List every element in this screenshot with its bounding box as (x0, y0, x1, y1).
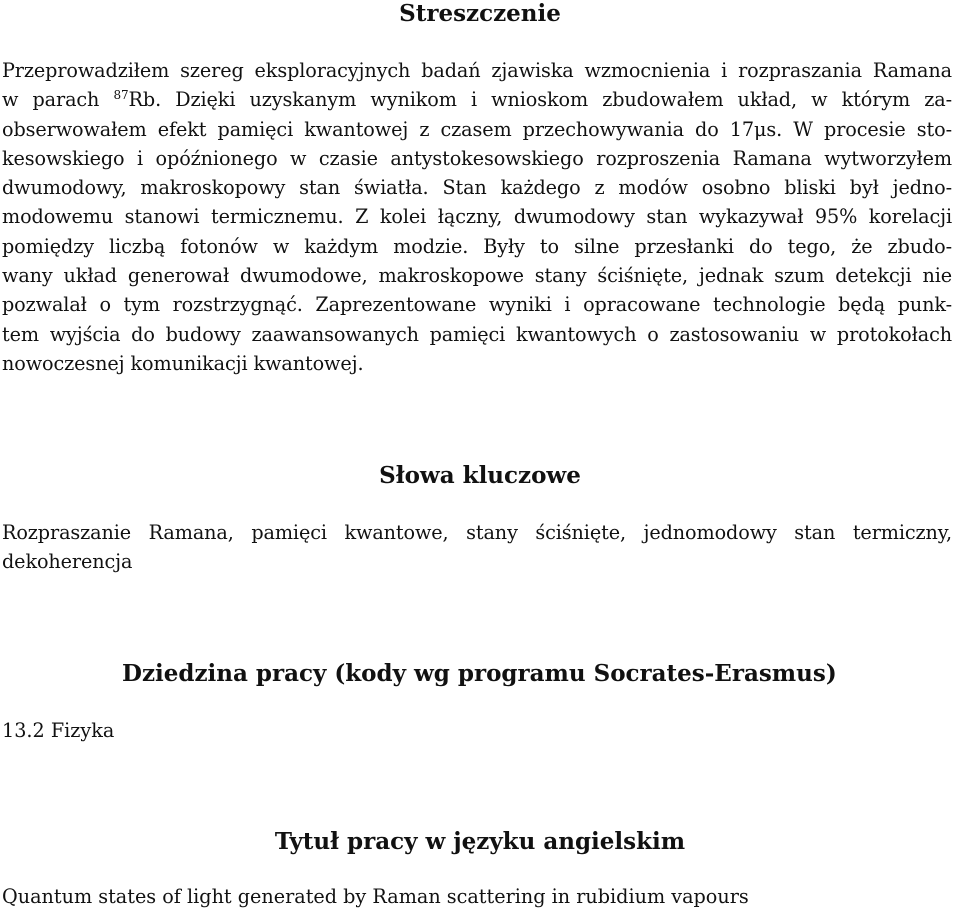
keywords-line: dekoherencja (2, 550, 133, 574)
abstract-line-start: w parach (2, 88, 114, 112)
abstract-line: obserwowałem efekt pamięci kwantowej z czasem przechowywania do 17μs. W procesie sto- (2, 117, 952, 141)
abstract-line (2, 85, 952, 114)
keywords-heading: Słowa kluczowe (379, 462, 581, 489)
keywords-paragraph (2, 518, 952, 577)
abstract-line: tem wyjścia do budowy zaawansowanych pamięci kwantowych o zastosowaniu w protokołach (2, 322, 952, 346)
field-heading: Dziedzina pracy (kody wg programu Socrates-Erasmus) (122, 660, 837, 687)
abstract-paragraph (2, 56, 952, 378)
isotope-superscript: 87 (113, 88, 129, 103)
abstract-heading: Streszczenie (399, 0, 561, 27)
abstract-line: Przeprowadziłem szereg eksploracyjnych badań zjawiska wzmocnienia i rozpraszania Ramana (2, 59, 952, 82)
field-value: 13.2 Fizyka (2, 719, 115, 742)
abstract-line: kesowskiego i opóźnionego w czasie antystokesowskiego rozproszenia Ramana wytworzyłem (2, 146, 952, 170)
keywords-line: Rozpraszanie Ramana, pamięci kwantowe, stany ściśnięte, jednomodowy stan termiczny, (2, 521, 952, 544)
abstract-line-rest: Rb. Dzięki uzyskanym wynikom i wnioskom zbudowałem układ, w którym za- (128, 88, 952, 112)
abstract-line: modowemu stanowi termicznemu. Z kolei łączny, dwumodowy stan wykazywał 95% korelacji (2, 205, 952, 229)
english-title-value: Quantum states of light generated by Raman scattering in rubidium vapours (2, 885, 749, 908)
abstract-line: dwumodowy, makroskopowy stan światła. Stan każdego z modów osobno bliski był jedno- (2, 176, 952, 200)
abstract-line: pozwalał o tym rozstrzygnąć. Zaprezentowane wyniki i opracowane technologie będą punk- (2, 293, 952, 317)
english-title-heading: Tytuł pracy w języku angielskim (274, 828, 686, 855)
abstract-line: wany układ generował dwumodowe, makroskopowe stany ściśnięte, jednak szum detekcji nie (2, 264, 952, 288)
abstract-line: nowoczesnej komunikacji kwantowej. (2, 351, 364, 375)
abstract-line: pomiędzy liczbą fotonów w każdym modzie. Były to silne przesłanki do tego, że zbudo- (2, 234, 952, 258)
